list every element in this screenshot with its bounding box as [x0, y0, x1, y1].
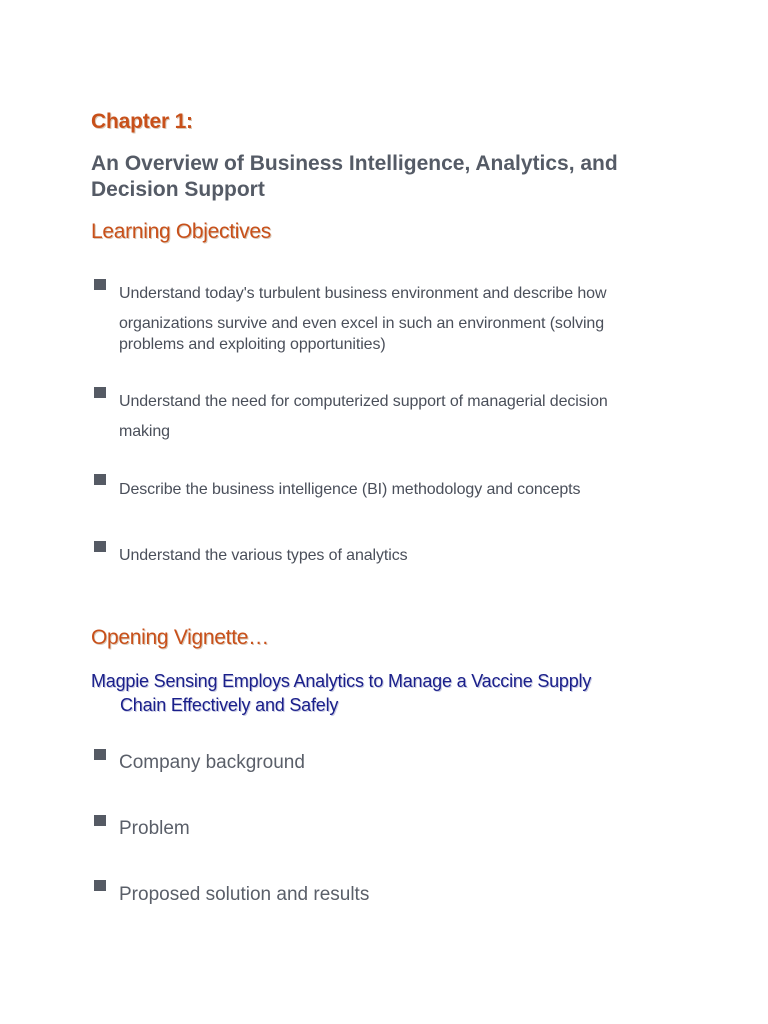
vignette-title	[91, 669, 691, 717]
chapter-title: An Overview of Business Intelligence, Analytics, and Decision Support	[91, 152, 618, 201]
square-bullet-icon	[94, 279, 106, 290]
vignette-title-line-2: Chain Effectively and Safely	[120, 695, 339, 715]
square-bullet-icon	[94, 815, 106, 826]
square-bullet-icon	[94, 387, 106, 398]
square-bullet-icon	[94, 880, 106, 891]
vignette-title-line-1: Magpie Sensing Employs Analytics to Manage a Vaccine Supply	[91, 671, 592, 691]
vignette-item-solution-results: Proposed solution and results	[119, 884, 370, 905]
vignette-item-problem: Problem	[119, 818, 190, 839]
learning-objectives-heading: Learning Objectives	[91, 220, 271, 243]
objective-2-line-1: Understand the need for computerized support of managerial decision	[119, 393, 608, 410]
objective-1-line-3: problems and exploiting opportunities)	[119, 336, 386, 353]
objective-2-line-2: making	[119, 423, 170, 440]
chapter-label: Chapter 1:	[91, 110, 193, 133]
objective-1-line-2: organizations survive and even excel in such an environment (solving	[119, 315, 605, 332]
square-bullet-icon	[94, 474, 106, 485]
opening-vignette-heading: Opening Vignette…	[91, 626, 269, 649]
objective-3-line-1: Describe the business intelligence (BI) methodology and concepts	[119, 481, 581, 498]
square-bullet-icon	[94, 541, 106, 552]
square-bullet-icon	[94, 749, 106, 760]
vignette-item-company-background: Company background	[119, 752, 305, 773]
objective-1-line-1: Understand today's turbulent business environment and describe how	[119, 285, 607, 302]
objective-4-line-1: Understand the various types of analytics	[119, 547, 408, 564]
